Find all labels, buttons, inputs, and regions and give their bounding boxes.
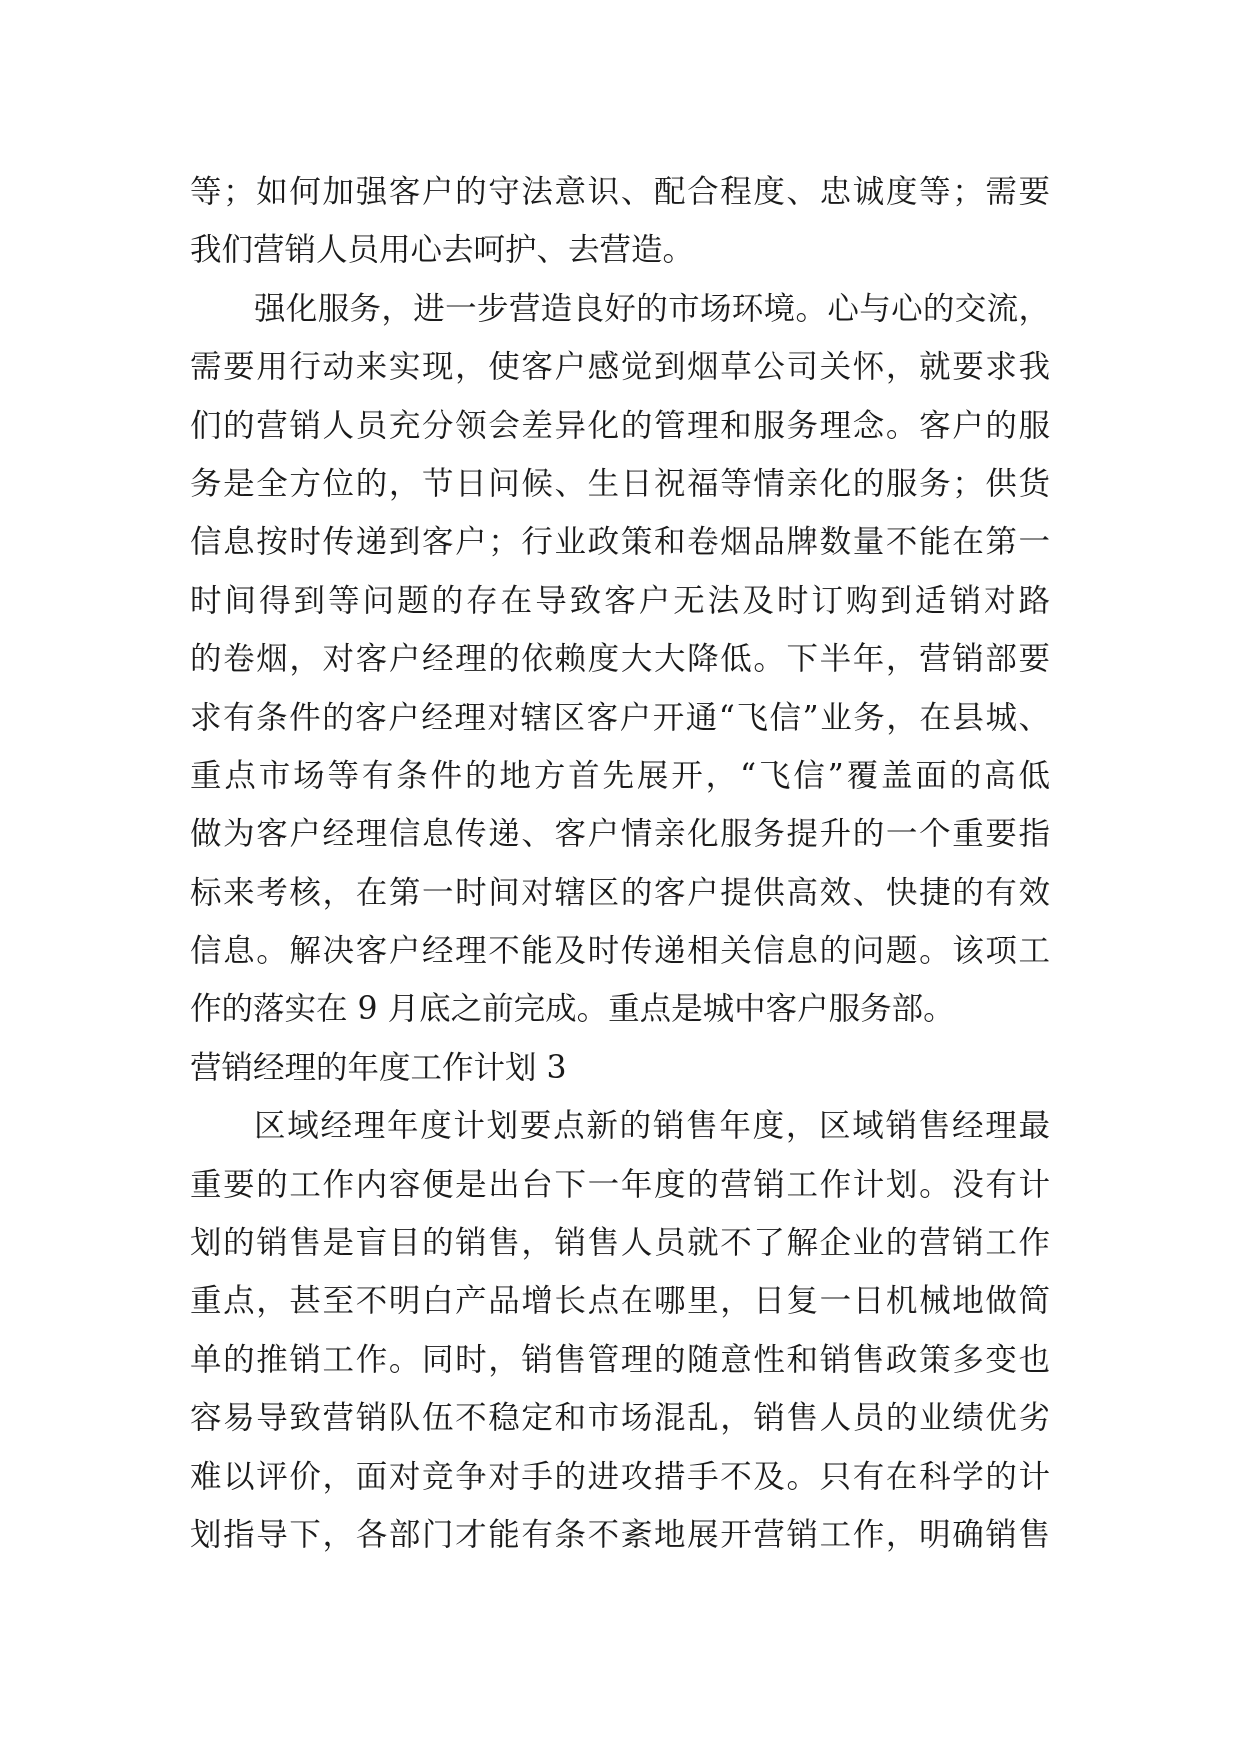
text-line: 我们营销人员用心去呵护、去营造。 bbox=[190, 232, 695, 269]
text-line: 划指导下，各部门才能有条不紊地展开营销工作，明确销售 bbox=[190, 1516, 1050, 1553]
text-line: 信息按时传递到客户；行业政策和卷烟品牌数量不能在第一 bbox=[190, 524, 1050, 561]
text-line: 信息。解决客户经理不能及时传递相关信息的问题。该项工 bbox=[190, 933, 1050, 970]
text-line: 划的销售是盲目的销售，销售人员就不了解企业的营销工作 bbox=[190, 1225, 1050, 1262]
document-body bbox=[190, 163, 1050, 1564]
text-line: 标来考核，在第一时间对辖区的客户提供高效、快捷的有效 bbox=[190, 874, 1050, 911]
text-line: 强化服务，进一步营造良好的市场环境。心与心的交流， bbox=[254, 290, 1050, 327]
text-line: 做为客户经理信息传递、客户情亲化服务提升的一个重要指 bbox=[190, 816, 1050, 853]
text-line: 时间得到等问题的存在导致客户无法及时订购到适销对路 bbox=[190, 582, 1050, 619]
text-line: 的卷烟，对客户经理的依赖度大大降低。下半年，营销部要 bbox=[190, 641, 1050, 678]
text-line: 难以评价，面对竞争对手的进攻措手不及。只有在科学的计 bbox=[190, 1458, 1050, 1495]
text-line: 需要用行动来实现，使客户感觉到烟草公司关怀，就要求我 bbox=[190, 349, 1050, 386]
text-line: 们的营销人员充分领会差异化的管理和服务理念。客户的服 bbox=[190, 407, 1050, 444]
section-heading: 营销经理的年度工作计划 3 bbox=[190, 1049, 567, 1086]
text-line: 单的推销工作。同时，销售管理的随意性和销售政策多变也 bbox=[190, 1341, 1050, 1378]
text-line: 求有条件的客户经理对辖区客户开通“飞信”业务，在县城、 bbox=[190, 699, 1050, 736]
text-line: 重要的工作内容便是出台下一年度的营销工作计划。没有计 bbox=[190, 1166, 1050, 1203]
text-line: 容易导致营销队伍不稳定和市场混乱，销售人员的业绩优劣 bbox=[190, 1400, 1050, 1437]
text-line: 务是全方位的，节日问候、生日祝福等情亲化的服务；供货 bbox=[190, 465, 1050, 502]
text-line: 重点市场等有条件的地方首先展开，“飞信”覆盖面的高低 bbox=[190, 757, 1050, 794]
text-line: 重点，甚至不明白产品增长点在哪里，日复一日机械地做简 bbox=[190, 1283, 1050, 1320]
text-line: 作的落实在 9 月底之前完成。重点是城中客户服务部。 bbox=[190, 991, 955, 1028]
text-line: 区域经理年度计划要点新的销售年度，区域销售经理最 bbox=[254, 1108, 1050, 1145]
text-line: 等；如何加强客户的守法意识、配合程度、忠诚度等；需要 bbox=[190, 174, 1050, 210]
